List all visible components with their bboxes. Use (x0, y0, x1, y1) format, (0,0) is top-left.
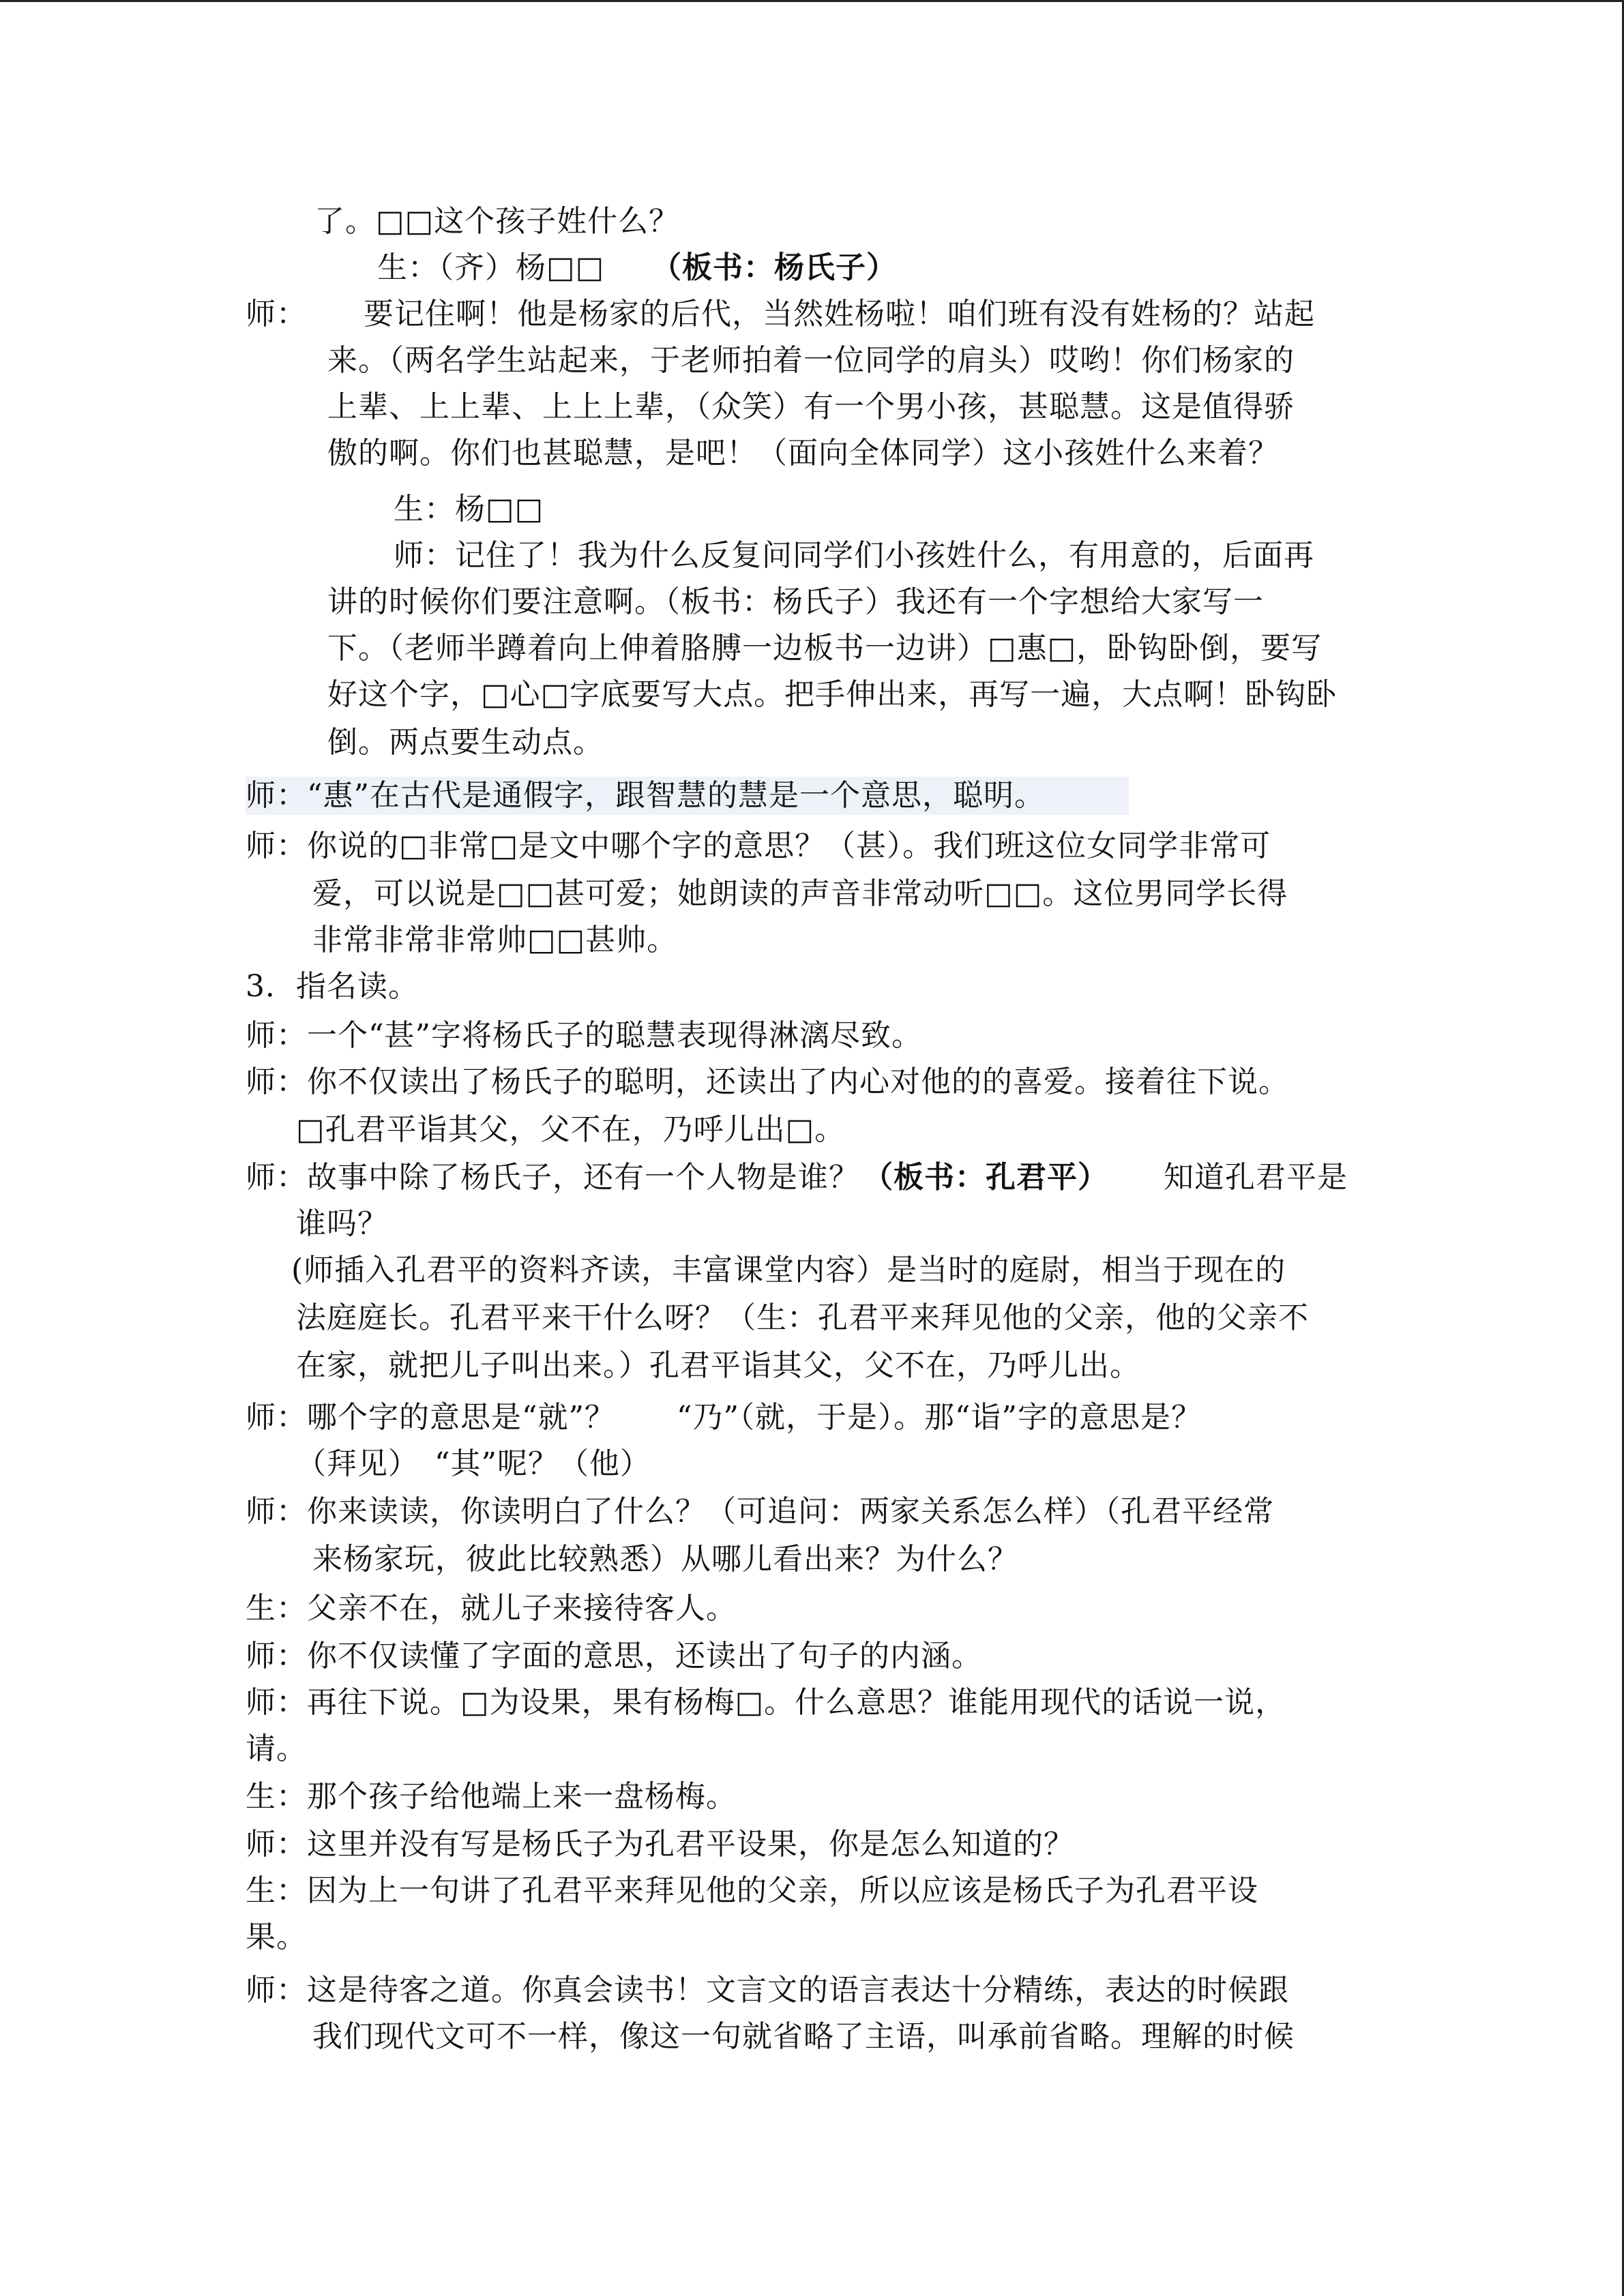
text-line: 师：一个“甚”字将杨氏子的聪慧表现得淋漓尽致。 (246, 1018, 922, 1053)
text-line: □孔君平诣其父，父不在，乃呼儿出□。 (296, 1112, 846, 1147)
text-line: 讲的时候你们要注意啊。（板书：杨氏子）我还有一个字想给大家写一 (327, 584, 1264, 619)
text-line: 爱，可以说是□□甚可爱；她朗读的声音非常动听□□。这位男同学长得 (312, 876, 1288, 911)
text-line-bold: （板书：杨氏子） (651, 250, 897, 285)
text-line: 师：再往下说。□为设果，果有杨梅□。什么意思？谁能用现代的话说一说， (246, 1685, 1286, 1720)
text-line: 来。（两名学生站起来，于老师拍着一位同学的肩头）哎哟！你们杨家的 (327, 343, 1295, 378)
text-line: (师插入孔君平的资料齐读，丰富课堂内容）是当时的庭尉，相当于现在的 (291, 1253, 1286, 1287)
text-line: 好这个字，□心□字底要写大点。把手伸出来，再写一遍，大点啊！卧钩卧 (327, 677, 1338, 712)
text-line: 生：那个孩子给他端上来一盘杨梅。 (246, 1779, 737, 1814)
text-line: 师：你不仅读出了杨氏子的聪明，还读出了内心对他的的喜爱。接着往下说。 (246, 1064, 1289, 1099)
text-line: 在家，就把儿子叫出来。）孔君平诣其父，父不在，乃呼儿出。 (296, 1348, 1140, 1383)
text-line: 师：哪个字的意思是“就”？ “乃”（就，于是）。那“诣”字的意思是？ (246, 1400, 1202, 1435)
text-line: 师：你来读读，你读明白了什么？（可追问：两家关系怎么样）（孔君平经常 (246, 1494, 1274, 1529)
text-line: 师：你不仅读懂了字面的意思，还读出了句子的内涵。 (246, 1639, 982, 1673)
text-line: 师：故事中除了杨氏子，还有一个人物是谁？ (246, 1160, 859, 1195)
text-line: 生：杨□□ (394, 492, 544, 526)
text-line: 谁吗？ (296, 1206, 388, 1241)
text-line: 我们现代文可不一样，像这一句就省略了主语，叫承前省略。理解的时候 (312, 2019, 1295, 2054)
text-line: 师：这是待客之道。你真会读书！文言文的语言表达十分精练，表达的时候跟 (246, 1973, 1289, 2008)
text-line: 生：父亲不在，就儿子来接待客人。 (246, 1591, 737, 1626)
text-line: 了。□□这个孩子姓什么？ (314, 204, 680, 239)
text-line: 来杨家玩，彼此比较熟悉）从哪儿看出来？为什么？ (312, 1542, 1018, 1577)
text-line: 上辈、上上辈、上上上辈，（众笑）有一个男小孩，甚聪慧。这是值得骄 (327, 389, 1295, 424)
text-line: 3．指名读。 (246, 969, 419, 1004)
text-line: 傲的啊。你们也甚聪慧，是吧！（面向全体同学）这小孩姓什么来着？ (327, 436, 1279, 471)
text-line: 果。 (246, 1920, 307, 1954)
text-line: （拜见） “其”呢？（他） (296, 1446, 651, 1481)
highlighted-text-line: 师：“惠”在古代是通假字，跟智慧的慧是一个意思，聪明。 (246, 777, 1129, 815)
text-line: 师：记住了！我为什么反复问同学们小孩姓什么，有用意的，后面再 (394, 538, 1314, 573)
text-line: 法庭庭长。孔君平来干什么呀？（生：孔君平来拜见他的父亲，他的父亲不 (296, 1300, 1309, 1335)
top-border (0, 0, 1624, 2)
text-line: 倒。两点要生动点。 (327, 725, 604, 760)
text-line: 师：这里并没有写是杨氏子为孔君平设果，你是怎么知道的？ (246, 1827, 1074, 1862)
text-line: 非常非常非常帅□□甚帅。 (312, 923, 678, 957)
text-line: 请。 (246, 1731, 307, 1766)
text-line: 生：（齐）杨□□ (377, 250, 605, 285)
text-line-bold: （板书：孔君平） (863, 1160, 1108, 1195)
text-line: 知道孔君平是 (1164, 1160, 1348, 1195)
text-line: 生：因为上一句讲了孔君平来拜见他的父亲，所以应该是杨氏子为孔君平设 (246, 1873, 1258, 1908)
text-line: 要记住啊！他是杨家的后代，当然姓杨啦！咱们班有没有姓杨的？站起 (364, 297, 1315, 331)
text-line: 下。（老师半蹲着向上伸着胳膊一边板书一边讲）□惠□，卧钩卧倒，要写 (327, 631, 1323, 666)
speaker-label: 师： (246, 297, 307, 331)
text-line: 师：你说的□非常□是文中哪个字的意思？（甚）。我们班这位女同学非常可 (246, 829, 1271, 863)
